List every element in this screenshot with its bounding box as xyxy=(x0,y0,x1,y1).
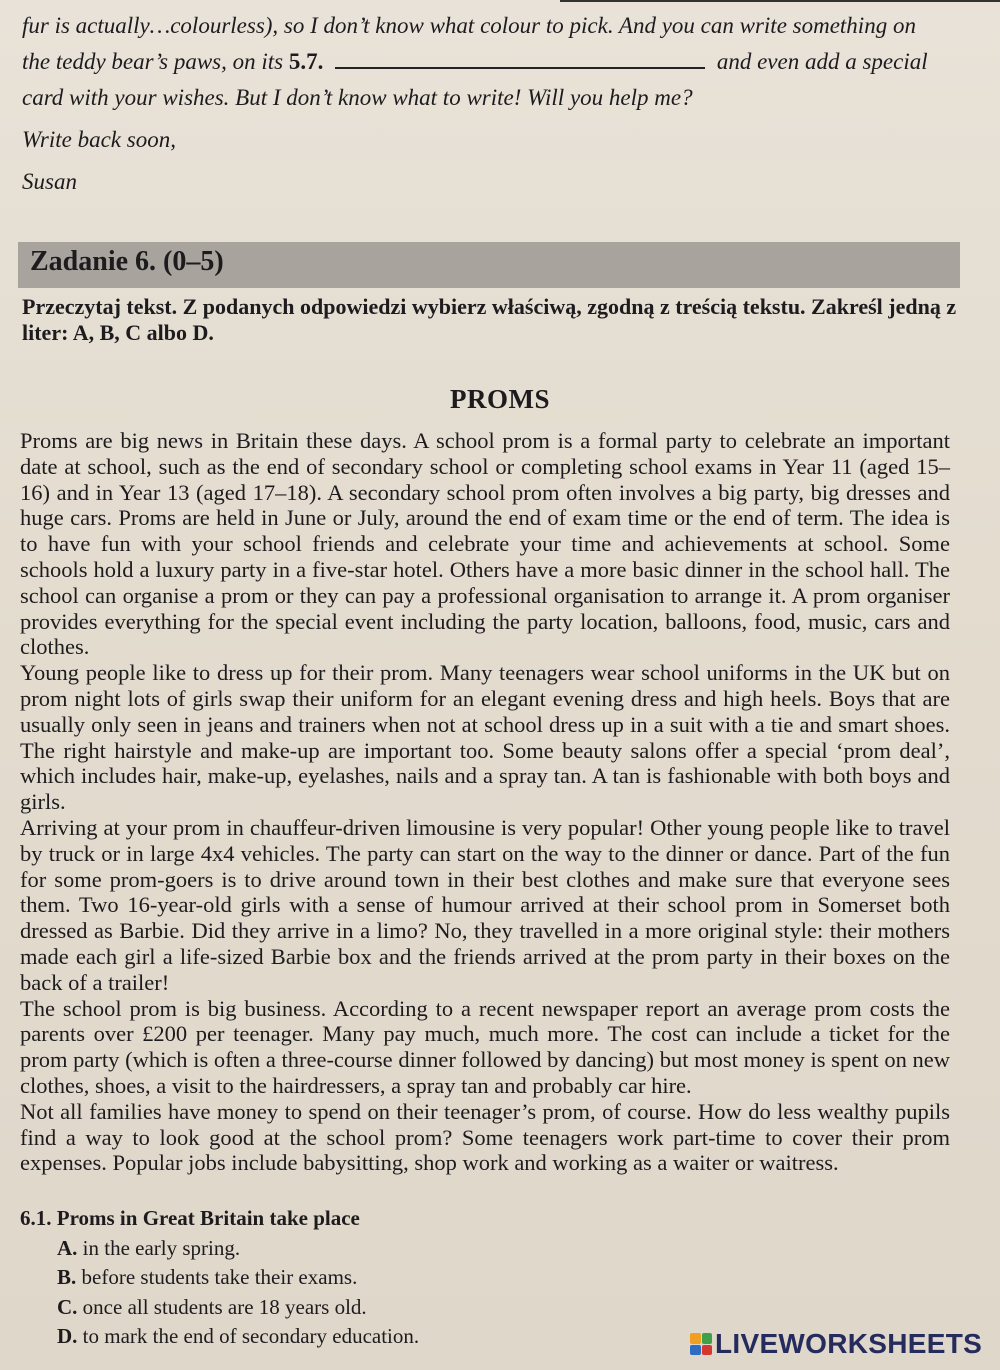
option-key: C. xyxy=(57,1294,78,1319)
question-stem xyxy=(20,1204,920,1234)
question-number-5-7: 5.7. xyxy=(288,49,324,74)
option-key: B. xyxy=(57,1265,77,1289)
task-instruction: Przeczytaj tekst. Z podanych odpowiedzi wybierz właściwą, zgodną z treścią tekstu. Zakreśl jedną z liter: A, B, C albo D. xyxy=(22,294,957,345)
article-paragraph: Young people like to dress up for their prom. Many teenagers wear school uniforms in the UK but on prom night lots of girls swap their uniform for an elegant evening dress and high heels. Boys that are usually only seen in jeans and trainers when not at school dress up in a suit with a tie and smart shoes. The right hairstyle and make-up are important too. Some beauty salons offer a special ‘prom deal’, which includes hair, make-up, eyelashes, nails and a spray tan. A tan is fashionable with both boys and girls. xyxy=(20,660,950,815)
letter-excerpt xyxy=(22,8,982,200)
article-paragraph: The school prom is big business. According to a recent newspaper report an average prom costs the parents over £200 per teenager. Many pay much, much more. The cost can include a ticket for the prom party (which is often a three-course dinner followed by dancing) but most money is spent on new clothes, shoes, a visit to the hairdressers, a spray tan and probably car hire. xyxy=(20,995,950,1098)
option-key: D. xyxy=(57,1324,78,1348)
article-title: PROMS xyxy=(450,384,550,414)
article-paragraph: Arriving at your prom in chauffeur-driven limousine is very popular! Other young people like to travel by truck or in large 4x4 vehicles. The party can start on the way to the dinner or dance. Part of the fun for some prom-goers is to drive around town in their best clothes and make sure that everyone sees them. Two 16-year-old girls with a sense of humour arrived at their school prom in Somerset both dressed as Barbie. Did they arrive in a limo? No, they travelled in a more original style: their mothers made each girl a life-sized Barbie box and the friends arrived at the prom party in their boxes on the back of a trailer! xyxy=(20,814,950,995)
letter-line-2-start: the teddy bear’s paws, on its xyxy=(22,49,284,74)
letter-signature: Susan xyxy=(22,169,77,194)
option-text: once all students are 18 years old. xyxy=(82,1294,367,1319)
watermark-text: LIVEWORKSHEETS xyxy=(715,1328,983,1359)
letter-closing: Write back soon, xyxy=(22,127,176,152)
liveworksheets-watermark xyxy=(690,1328,982,1360)
article-paragraph: Not all families have money to spend on their teenager’s prom, of course. How do less wealthy pupils find a way to look good at the school prom? Some teenagers work part-time to cover their prom expenses. Popular jobs include babysitting, shop work and working as a waiter or waitress. xyxy=(20,1098,950,1176)
answer-option-b[interactable] xyxy=(20,1263,920,1293)
question-number: 6.1. xyxy=(20,1206,52,1230)
liveworksheets-logo-icon xyxy=(690,1333,712,1355)
option-text: in the early spring. xyxy=(82,1235,241,1260)
letter-line-2-end: and even add a special xyxy=(716,49,928,74)
answer-blank-5-7[interactable] xyxy=(335,47,705,69)
article-paragraph: Proms are big news in Britain these days. A school prom is a formal party to celebrate an important date at school, such as the end of secondary school or completing school exams in Year 11 (aged 15–16) and in Year 13 (aged 17–18). A secondary school prom often involves a big party, big dresses and huge cars. Proms are held in June or July, around the end of exam time or the end of term. The idea is to have fun with your school friends and celebrate your time and achievements at school. Some schools hold a luxury party in a five-star hotel. Others have a more basic dinner in the school hall. The school can organise a prom or they can pay a professional organisation to arrange it. A prom organiser provides everything for the special event including the party location, balloons, food, music, cars and clothes. xyxy=(20,428,950,660)
task-header-bar xyxy=(18,242,960,288)
letter-line-2 xyxy=(22,44,982,80)
article-body xyxy=(20,428,950,1176)
answer-option-a[interactable] xyxy=(20,1234,920,1264)
task-title: Zadanie 6. (0–5) xyxy=(30,246,224,277)
top-rule-divider xyxy=(560,0,1000,2)
letter-line-3: card with your wishes. But I don’t know what to write! Will you help me? xyxy=(22,85,693,110)
question-stem-text: Proms in Great Britain take place xyxy=(56,1206,360,1230)
option-text: before students take their exams. xyxy=(81,1265,358,1289)
option-key: A. xyxy=(57,1235,78,1260)
option-text: to mark the end of secondary education. xyxy=(82,1324,420,1348)
letter-line-1: fur is actually…colourless), so I don’t know what colour to pick. And you can write something on xyxy=(22,13,916,38)
answer-option-c[interactable] xyxy=(20,1293,920,1323)
